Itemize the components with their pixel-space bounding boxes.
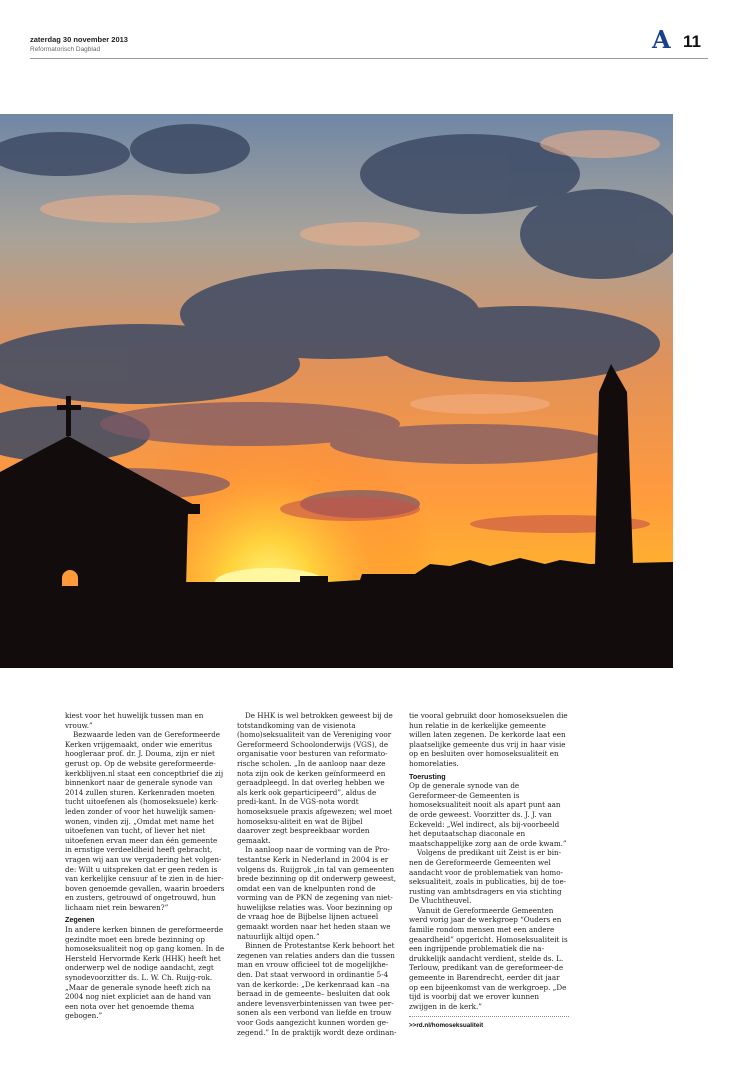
sunset-photo — [0, 114, 673, 668]
paragraph: Volgens de predikant uit Zeist is er bin-nen de Gereformeerde Gemeenten wel aandacht voor de problematiek van homo-seksualiteit, zoals in publicaties, bij de toe-rusting van ambtsdragers en via stichting De Vluchtheuvel. — [409, 848, 567, 906]
article-column-1 — [65, 711, 225, 1021]
paragraph: In aanloop naar de vorming van de Pro-testantse Kerk in Nederland in 2004 is er volgens ds. Ruijgrok „in tal van gemeenten brede bezinning op dit onderwerp geweest, omdat een van de knelpunten rond de vorming van de PKN de zegening van niet-huwelijkse relaties was. Voor bezinning op de vraag hoe de Bijbelse lijnen actueel gemaakt worden naar het heden staan we natuurlijk altijd open.” — [237, 845, 397, 941]
paragraph: Binnen de Protestantse Kerk behoort het zegenen van relaties anders dan die tussen man en vrouw officieel tot de mogelijkhe-den. Dat staat verwoord in ordinantie 5-4 van de kerkorde: „De kerkenraad kan –na beraad in de gemeente– besluiten dat ook andere levensverbintenissen van twee per-sonen als een verbond van liefde en trouw voor Gods aangezicht kunnen worden ge-zegend.” In de praktijk wordt deze ordinan- — [237, 941, 397, 1037]
subheading-zegenen: Zegenen — [65, 915, 95, 925]
paragraph: Op de generale synode van de Gereformeer-de Gemeenten is homoseksualiteit nooit als apart punt aan de orde geweest. Voorzitter ds. J. J. van Eckeveld: „Wel indirect, als bij-voorbeeld het deputaatschap diaconale en maatschappelijke zorg aan de orde kwam.” — [409, 781, 567, 848]
related-link[interactable]: >>rd.nl/homoseksualiteit — [409, 1022, 484, 1030]
paragraph: Vanuit de Gereformeerde Gemeenten werd vorig jaar de werkgroep “Ouders en familie rondom mensen met een andere geaardheid” opgericht. Homoseksualiteit is een ingrijpende problematiek die na-drukkelijk aandacht verdient, stelde ds. L. Terlouw, predikant van de gereformeer-de gemeente in Barendrecht, eerder dit jaar op een bijeenkomst van de werkgroep. „De tijd is voorbij dat we erover kunnen zwijgen in de kerk.” — [409, 905, 568, 1011]
article-column-3 — [409, 711, 569, 1030]
sunset-silhouette-image — [0, 114, 673, 668]
page-number: 11 — [683, 32, 701, 51]
paragraph: kiest voor het huwelijk tussen man en vrouw.” — [65, 711, 204, 730]
issue-date: zaterdag 30 november 2013 — [30, 35, 128, 44]
publication-name: Reformatorisch Dagblad — [30, 46, 101, 53]
paragraph: De HHK is wel betrokken geweest bij de totstandkoming van de visienota (homo)seksualiteit van de Vereniging voor Gereformeerd Schoolonderwijs (VGS), de organisatie voor besturen van reformato-rische scholen. „In de aanloop naar deze nota zijn ook de kerken geïnformeerd en geraadpleegd. In dat overleg hebben we als kerk ook geparticipeerd”, aldus de predi-kant. In de VGS-nota wordt homoseksuele praxis afgewezen; wel moet homoseksu-aliteit en wat de Bijbel daarover zegt bespreekbaar worden gemaakt. — [237, 711, 393, 845]
article-column-2 — [237, 711, 397, 1037]
section-letter: A — [652, 25, 671, 54]
paragraph: tie vooral gebruikt door homoseksuelen die hun relatie in de kerkelijke gemeente willen laten zegenen. De kerkorde laat een plaatselijke gemeente dus vrij in haar visie op en besluiten over homoseksualiteit en homorelaties. — [409, 711, 568, 768]
paragraph: Bezwaarde leden van de Gereformeerde Kerken vrijgemaakt, onder wie emeritus hoogleraar prof. dr. J. Douma, zijn er niet gerust op. Op de website gereformeerde-kerkblijven.nl staat een conceptbrief die zij binnenkort naar de generale synode van 2014 zullen sturen. Kerkenraden moeten tucht uitoefenen als (homoseksuele) kerk-leden zonder of voor het huwelijk samen-wonen, vinden zij. „Omdat met name het uitoefenen van tucht, of liever het niet uitoefenen ervan meer dan één gemeente in ernstige verdeeldheid heeft gebracht, vragen wij aan uw vergadering het volgen-de: Wilt u uitspreken dat er geen reden is van kerkelijke censuur af te zien in de hier-boven genoemde gevallen, waarin broeders en zusters, getrouwd of ongetrouwd, hun lichaam niet rein bewaren?” — [65, 730, 225, 912]
subheading-toerusting: Toerusting — [409, 771, 446, 781]
link-divider — [409, 1016, 569, 1030]
header-rule — [30, 58, 708, 59]
paragraph: In andere kerken binnen de gereformeerde gezindte moet een brede bezinning op homoseksualiteit nog op gang komen. In de Hersteld Hervormde Kerk (HHK) heeft het onderwerp wel de nodige aandacht, zegt synodevoorzitter ds. L. W. Ch. Ruijg-rok. „Maar de generale synode heeft zich na 2004 nog niet expliciet aan de hand van een nota over het genoemde thema gebogen.” — [65, 925, 225, 1021]
